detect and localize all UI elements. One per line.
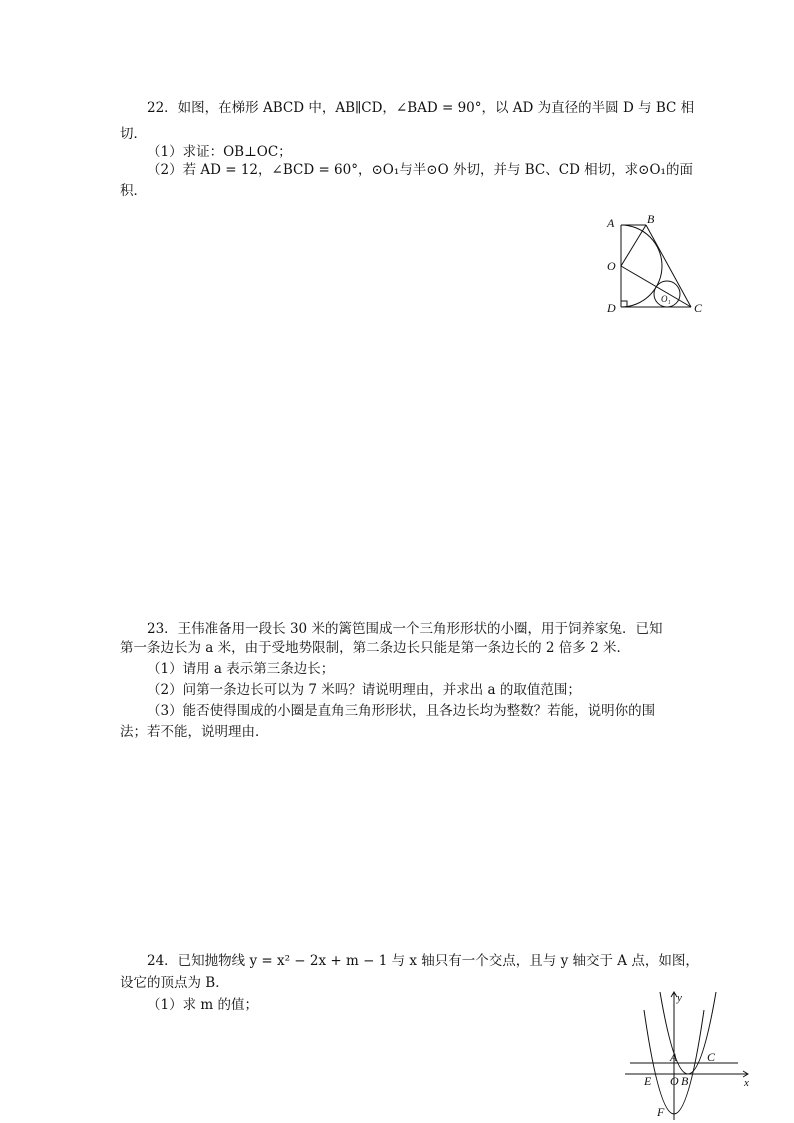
- q24-label-y: y: [677, 992, 682, 1004]
- q22-label-d: D: [607, 301, 616, 315]
- q22-part2-line1: （2）若 AD = 12，∠BCD = 60°，⊙O₁与半⊙O 外切，并与 BC、CD 相切，求⊙O₁的面: [147, 162, 693, 178]
- q24-label-x: x: [744, 1077, 749, 1089]
- q22-part1: （1）求证：OB⊥OC；: [147, 144, 292, 160]
- q24-label-a: A: [670, 1050, 678, 1064]
- q22-stem-line1: 22．如图，在梯形 ABCD 中，AB∥CD，∠BAD = 90°，以 AD 为直径的半圆 D 与 BC 相: [147, 100, 695, 116]
- q24-label-e: E: [644, 1074, 652, 1088]
- q22-label-o1: O₁: [661, 294, 671, 304]
- q22-part2-line2: 积．: [120, 183, 147, 199]
- q24-part1: （1）求 m 的值；: [147, 997, 258, 1013]
- q22-stem-line2: 切．: [120, 126, 147, 142]
- q24-label-o: O: [670, 1074, 679, 1088]
- q23-part3-line2: 法；若不能，说明理由．: [120, 724, 269, 740]
- q23-part1: （1）请用 a 表示第三条边长；: [147, 661, 335, 677]
- q22-label-c: C: [694, 301, 703, 315]
- q24-label-f: F: [657, 1105, 665, 1119]
- q23-part3-line1: （3）能否使得围成的小圈是直角三角形形状，且各边长均为整数？若能，说明你的围: [147, 703, 656, 719]
- q23-stem-line2: 第一条边长为 a 米，由于受地势限制，第二条边长只能是第一条边长的 2 倍多 2 米．: [120, 640, 630, 656]
- q22-right-angle-mark: [621, 301, 627, 307]
- q23-part2: （2）问第一条边长可以为 7 米吗？请说明理由，并求出 a 的取值范围；: [147, 682, 581, 698]
- q24-label-b: B: [681, 1074, 689, 1088]
- q24-label-c: C: [707, 1050, 716, 1064]
- q24-stem-line1: 24．已知抛物线 y = x² − 2x + m − 1 与 x 轴只有一个交点，且与 y 轴交于 A 点，如图，: [147, 953, 699, 969]
- q22-segment-ob: [621, 225, 646, 266]
- q24-stem-line2: 设它的顶点为 B．: [120, 975, 229, 991]
- q22-semicircle: [621, 225, 662, 307]
- q24-parabola-figure: [620, 988, 760, 1120]
- q22-label-b: B: [647, 212, 655, 226]
- q22-label-o: O: [607, 259, 616, 273]
- q23-stem-line1: 23．王伟准备用一段长 30 米的篱笆围成一个三角形形状的小圈，用于饲养家兔．已知: [147, 621, 663, 637]
- q22-label-a: A: [607, 216, 615, 230]
- q22-trapezoid-figure: [600, 210, 710, 318]
